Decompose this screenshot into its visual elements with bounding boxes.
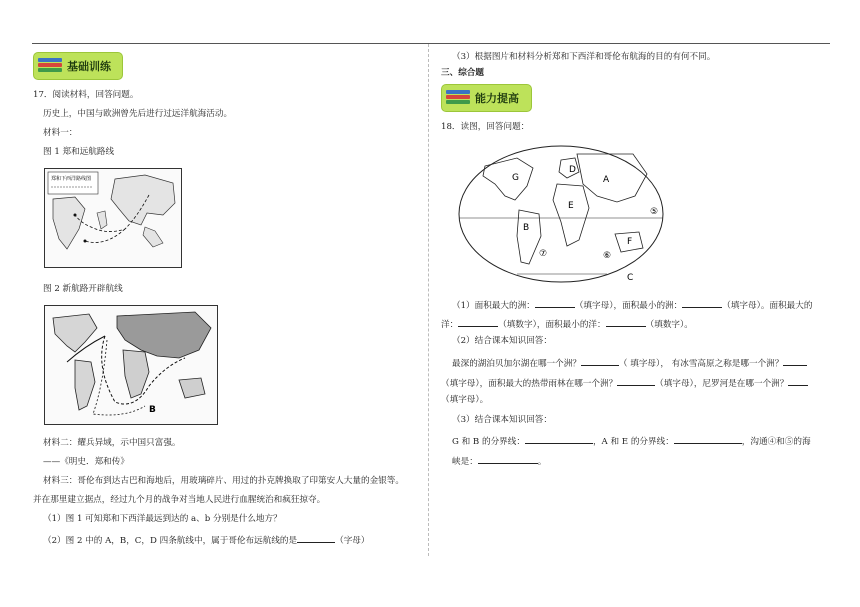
books-icon [446, 89, 472, 107]
blank-smallest-ocean[interactable] [606, 317, 646, 327]
world-map [457, 144, 665, 284]
q18-part1-line2: 洋： （填数字），面积最小的洋： （填数字）。 [441, 317, 693, 331]
blank-nile[interactable] [788, 376, 808, 386]
column-divider [428, 44, 429, 556]
blank-largest-continent[interactable] [535, 298, 575, 308]
map-label-a: A [603, 175, 610, 185]
fig2-caption: 图 2 新航路开辟航线 [43, 284, 123, 294]
material1-label: 材料一： [43, 128, 78, 138]
q18-part3-line1: G 和 B 的分界线： ，A 和 E 的分界线： ，沟通④和⑤的海 [452, 434, 811, 448]
zhenghe-map-drawing [45, 169, 181, 267]
blank-rainforest[interactable] [617, 376, 655, 386]
blank-smallest-continent[interactable] [682, 298, 722, 308]
material3-line2: 并在那里建立据点，经过九个月的战争对当地人民进行血腥统治和疯狂掠夺。 [33, 495, 326, 505]
blank-ice-plateau[interactable] [783, 356, 807, 366]
map-label-b: B [523, 223, 530, 233]
fig1-caption: 图 1 郑和远航路线 [43, 147, 115, 157]
map-label-f: F [627, 237, 633, 247]
new-route-map-drawing [45, 306, 217, 424]
blank-strait[interactable] [478, 454, 538, 464]
q2-answer-blank[interactable] [297, 533, 335, 543]
books-icon [38, 57, 64, 75]
map-label-c: C [627, 273, 634, 283]
world-map-drawing [457, 144, 665, 284]
zhenghe-route-map [44, 168, 182, 268]
blank-baikal[interactable] [581, 356, 619, 366]
q18-part2-line1: 最深的湖泊贝加尔湖在哪一个洲？ （ 填字母）， 有冰雪高原之称是哪一个洲？ [452, 356, 807, 370]
badge-label: 能力提高 [475, 92, 519, 105]
q2-text: （2）图 2 中的 A，B，C，D 四条航线中，属于哥伦布远航线的是 [43, 536, 298, 546]
q18-part3-line2: 峡是： 。 [452, 454, 546, 468]
map-label-e: E [568, 201, 574, 211]
fig1-map-title: 郑和下西洋路线图 [51, 176, 92, 182]
map-label-6: ⑥ [603, 251, 612, 261]
new-route-map [44, 305, 218, 425]
section-heading: 三、综合题 [441, 68, 484, 78]
top-rule [32, 43, 830, 44]
intro-text: 历史上，中国与欧洲曾先后进行过远洋航海活动。 [43, 109, 233, 119]
q18-title: 18．读图，回答问题： [441, 122, 530, 132]
map-label-5: ⑤ [650, 207, 659, 217]
q18-part2-line3: （填字母）。 [441, 395, 489, 405]
q18-part2-line2: （填字母），面积最大的热带雨林在哪一个洲？ （填字母），尼罗河是在哪一个洲？ [441, 376, 808, 390]
map-label-d: D [569, 165, 576, 175]
blank-ae-boundary[interactable] [674, 434, 742, 444]
fig2-letter-b: B [149, 405, 156, 415]
badge-basic-training [33, 52, 123, 80]
blank-largest-ocean[interactable] [458, 317, 498, 327]
q18-part2-title: （2）结合课本知识回答： [452, 336, 552, 346]
q17-part2 [43, 533, 370, 547]
material2-source: ——《明史．郑和传》 [43, 457, 129, 467]
blank-gb-boundary[interactable] [525, 434, 593, 444]
material3-line1: 材料三：哥伦布到达古巴和海地后，用玻璃碎片、用过的扑克牌换取了印第安人大量的金银等。 [43, 476, 404, 486]
q2-suffix: （字母） [335, 536, 370, 546]
badge-ability-improve [441, 84, 532, 112]
q17-part3: （3）根据图片和材料分析郑和下西洋和哥伦布航海的目的有何不同。 [452, 52, 716, 62]
badge-label: 基础训练 [67, 60, 111, 73]
material2-text: 材料二：耀兵异域，示中国只富强。 [43, 438, 181, 448]
map-label-g: G [512, 173, 519, 183]
q18-part3-title: （3）结合课本知识回答： [452, 415, 552, 425]
q17-part1: （1）图 1 可知郑和下西洋最远到达的 a、b 分别是什么地方？ [43, 514, 282, 524]
q17-title: 17．阅读材料，回答问题。 [33, 90, 139, 100]
q18-part1-line1: （1）面积最大的洲： （填字母），面积最小的洲： （填字母）。面积最大的 [452, 298, 812, 312]
map-label-7: ⑦ [539, 249, 548, 259]
